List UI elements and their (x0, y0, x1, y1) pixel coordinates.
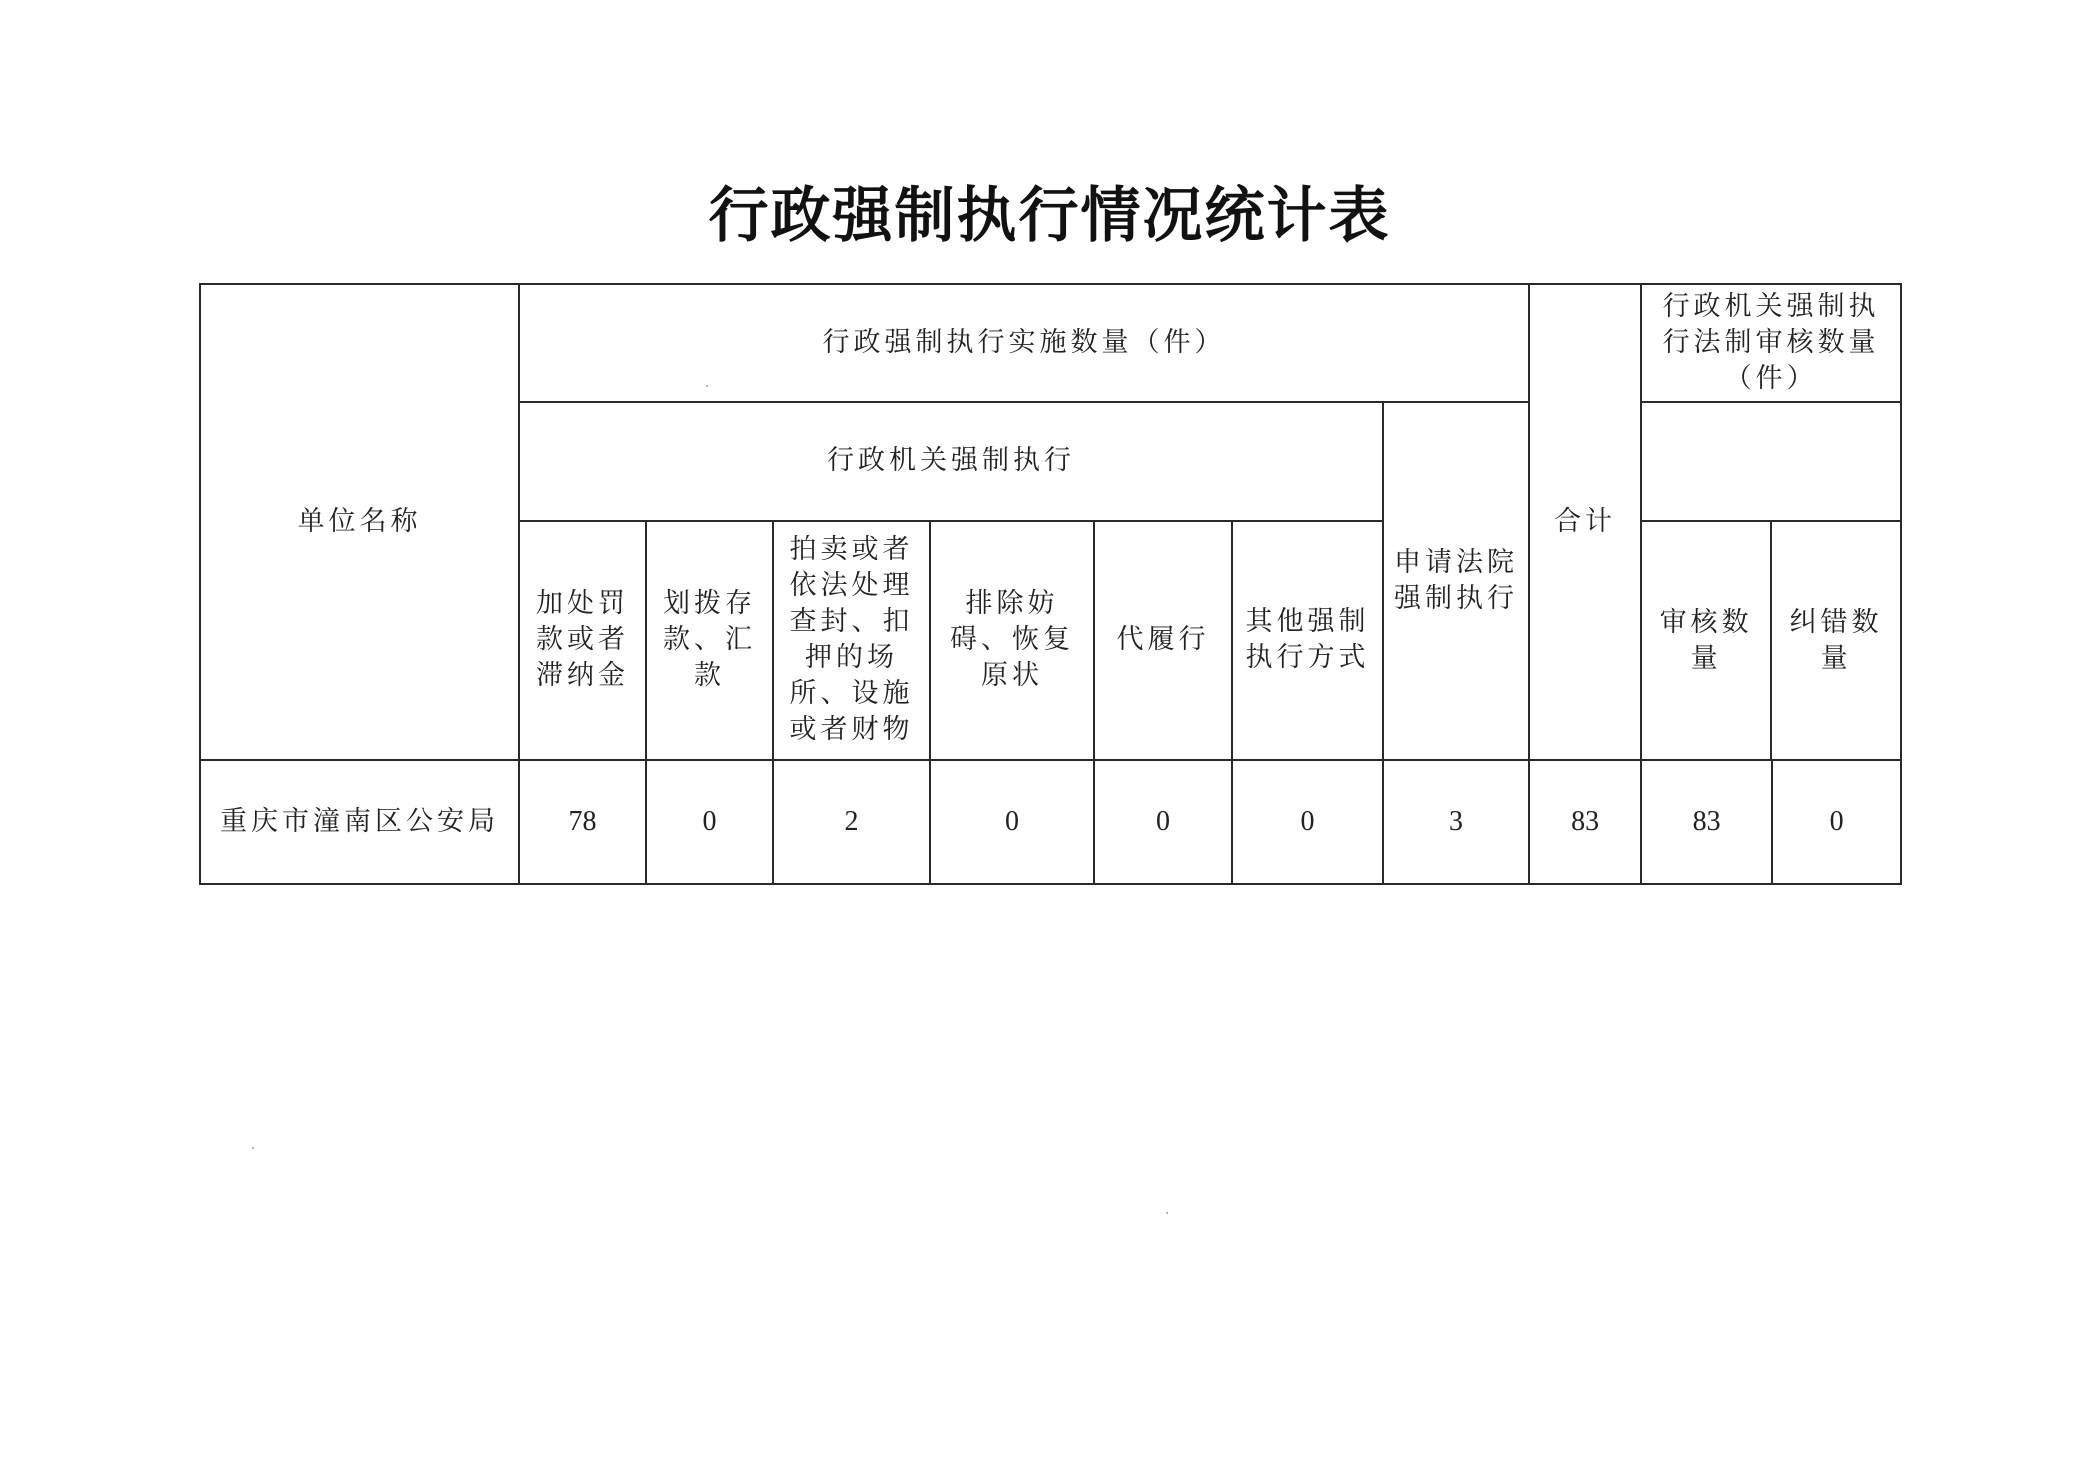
header-correction-count: 纠错数量 (1789, 606, 1883, 674)
review-spacer (1642, 403, 1900, 521)
header-admin-enforcement: 行政机关强制执行 (519, 402, 1383, 521)
document-title: 行政强制执行情况统计表 (708, 181, 1391, 251)
header-review-count: 审核数量 (1642, 521, 1771, 759)
cell-remove-obstruction: 0 (930, 760, 1094, 884)
header-transfer-deposits: 划拨存款、汇款 (646, 521, 773, 760)
cell-review-count: 83 (1641, 760, 1772, 884)
statistics-table (199, 283, 1902, 885)
scan-speck (706, 385, 708, 387)
header-review-columns (1641, 402, 1901, 760)
cell-unit: 重庆市潼南区公安局 (200, 760, 519, 884)
cell-transfer-deposits: 0 (646, 760, 773, 884)
header-row-1 (200, 284, 1901, 402)
cell-total: 83 (1529, 760, 1641, 884)
header-fines-or-late-fees: 加处罚款或者滞纳金 (519, 521, 646, 760)
header-total: 合计 (1529, 284, 1641, 760)
cell-court-enforcement: 3 (1383, 760, 1529, 884)
table-row (200, 760, 1901, 884)
header-remove-obstruction: 排除妨碍、恢复原状 (930, 521, 1094, 760)
scan-speck (252, 1147, 254, 1149)
header-implementation-count: 行政强制执行实施数量（件） (519, 284, 1529, 402)
cell-fines-or-late-fees: 78 (519, 760, 646, 884)
cell-auction-or-disposal: 2 (773, 760, 930, 884)
cell-other-methods: 0 (1232, 760, 1383, 884)
header-auction-or-disposal: 拍卖或者依法处理查封、扣押的场所、设施或者财物 (773, 521, 930, 760)
cell-substitute-performance: 0 (1094, 760, 1232, 884)
header-court-application: 申请法院强制执行 (1383, 402, 1529, 760)
review-subtable (1642, 403, 1900, 759)
header-other-methods: 其他强制执行方式 (1232, 521, 1383, 760)
cell-correction-count: 0 (1772, 760, 1901, 884)
header-legal-review-count: 行政机关强制执行法制审核数量（件） (1641, 284, 1901, 402)
header-unit-name: 单位名称 (200, 284, 519, 760)
header-substitute-performance: 代履行 (1094, 521, 1232, 760)
scan-speck (1166, 1212, 1168, 1214)
